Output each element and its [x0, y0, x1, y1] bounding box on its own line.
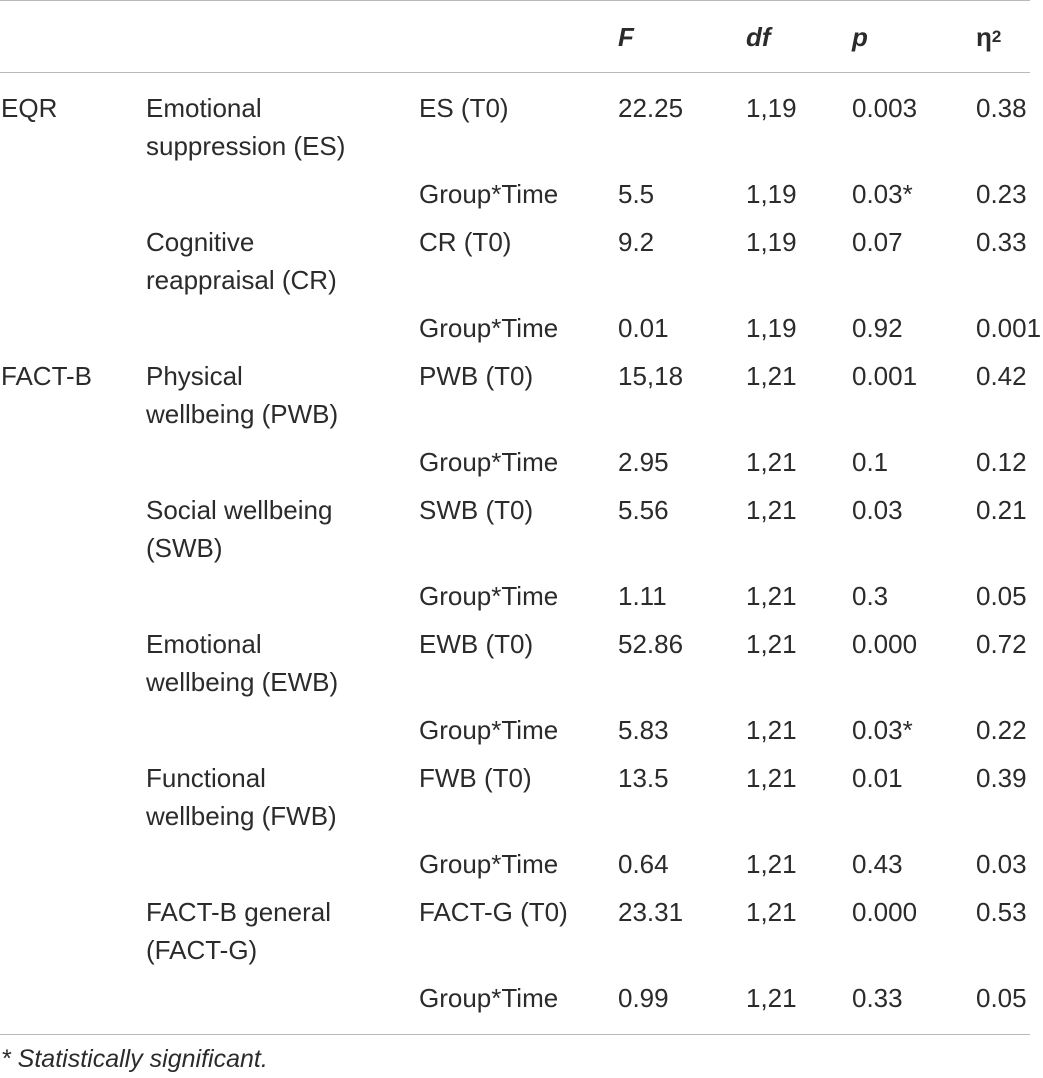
effect-label: Group*Time	[419, 849, 559, 879]
header-f: F	[618, 22, 634, 52]
f-value: 5.83	[618, 715, 669, 745]
eta-value: 0.39	[976, 763, 1027, 793]
eta-value: 0.22	[976, 715, 1027, 745]
p-value: 0.01	[852, 763, 903, 793]
eta-value: 0.03	[976, 849, 1027, 879]
f-value: 0.01	[618, 313, 669, 343]
eta-value: 0.53	[976, 897, 1027, 927]
scale-label-line: (FACT-G)	[146, 935, 258, 965]
scale-label-line: FACT-B general	[146, 897, 331, 927]
scale-label-line: Emotional	[146, 629, 262, 659]
df-value: 1,21	[746, 629, 797, 659]
scale-label	[146, 893, 331, 969]
effect-label: Group*Time	[419, 313, 559, 343]
f-value: 0.99	[618, 983, 669, 1013]
f-value: 5.5	[618, 179, 655, 209]
effect-label: Group*Time	[419, 447, 559, 477]
effect-label: EWB (T0)	[419, 629, 534, 659]
scale-label-line: Physical	[146, 361, 243, 391]
scale-label-line: (SWB)	[146, 533, 223, 563]
df-value: 1,19	[746, 227, 797, 257]
footnote: * Statistically significant.	[1, 1045, 268, 1073]
header-p: p	[852, 22, 868, 52]
p-value: 0.92	[852, 313, 903, 343]
effect-label: Group*Time	[419, 715, 559, 745]
df-value: 1,19	[746, 93, 797, 123]
eta-value: 0.38	[976, 93, 1027, 123]
effect-label: FACT-G (T0)	[419, 897, 568, 927]
eta-value: 0.42	[976, 361, 1027, 391]
eta-value: 0.05	[976, 983, 1027, 1013]
df-value: 1,21	[746, 763, 797, 793]
p-value: 0.001	[852, 361, 918, 391]
scale-label-line: Emotional	[146, 93, 262, 123]
scale-label	[146, 89, 345, 165]
f-value: 2.95	[618, 447, 669, 477]
eta-value: 0.21	[976, 495, 1027, 525]
header-rule	[0, 72, 1030, 73]
p-value: 0.03	[852, 495, 903, 525]
df-value: 1,19	[746, 179, 797, 209]
scale-label	[146, 625, 338, 701]
scale-label-line: wellbeing (PWB)	[146, 399, 339, 429]
scale-label	[146, 357, 338, 433]
effect-label: Group*Time	[419, 581, 559, 611]
eta-value: 0.23	[976, 179, 1027, 209]
effect-label: ES (T0)	[419, 93, 509, 123]
effect-label: Group*Time	[419, 179, 559, 209]
header-df: df	[746, 22, 771, 52]
df-value: 1,21	[746, 361, 797, 391]
scale-label-line: wellbeing (EWB)	[146, 667, 339, 697]
effect-label: Group*Time	[419, 983, 559, 1013]
eta-value: 0.72	[976, 629, 1027, 659]
eta-value: 0.001	[976, 313, 1042, 343]
scale-label	[146, 759, 337, 835]
p-value: 0.03*	[852, 715, 913, 745]
scale-label-line: Functional	[146, 763, 266, 793]
table-top-rule	[0, 0, 1030, 1]
f-value: 15,18	[618, 361, 684, 391]
effect-label: PWB (T0)	[419, 361, 534, 391]
f-value: 9.2	[618, 227, 655, 257]
df-value: 1,21	[746, 715, 797, 745]
df-value: 1,19	[746, 313, 797, 343]
df-value: 1,21	[746, 983, 797, 1013]
effect-label: CR (T0)	[419, 227, 512, 257]
p-value: 0.000	[852, 629, 918, 659]
p-value: 0.03*	[852, 179, 913, 209]
scale-label-line: Cognitive	[146, 227, 255, 257]
scale-label-line: reappraisal (CR)	[146, 265, 337, 295]
p-value: 0.43	[852, 849, 903, 879]
p-value: 0.3	[852, 581, 889, 611]
measure-label: EQR	[1, 93, 58, 123]
p-value: 0.000	[852, 897, 918, 927]
scale-label-line: suppression (ES)	[146, 131, 346, 161]
scale-label	[146, 491, 332, 567]
eta-value: 0.05	[976, 581, 1027, 611]
f-value: 5.56	[618, 495, 669, 525]
p-value: 0.07	[852, 227, 903, 257]
effect-label: FWB (T0)	[419, 763, 532, 793]
df-value: 1,21	[746, 849, 797, 879]
f-value: 23.31	[618, 897, 684, 927]
f-value: 52.86	[618, 629, 684, 659]
df-value: 1,21	[746, 495, 797, 525]
p-value: 0.003	[852, 93, 918, 123]
scale-label-line: Social wellbeing	[146, 495, 333, 525]
f-value: 1.11	[618, 581, 667, 611]
eta-value: 0.33	[976, 227, 1027, 257]
p-value: 0.1	[852, 447, 889, 477]
scale-label-line: wellbeing (FWB)	[146, 801, 337, 831]
df-value: 1,21	[746, 581, 797, 611]
header-eta-squared: $\eta^2$	[976, 22, 1002, 52]
scale-label	[146, 223, 337, 299]
f-value: 22.25	[618, 93, 684, 123]
eta-value: 0.12	[976, 447, 1027, 477]
table-bottom-rule	[0, 1034, 1030, 1035]
df-value: 1,21	[746, 447, 797, 477]
p-value: 0.33	[852, 983, 903, 1013]
f-value: 0.64	[618, 849, 669, 879]
f-value: 13.5	[618, 763, 669, 793]
measure-label: FACT-B	[1, 361, 93, 391]
df-value: 1,21	[746, 897, 797, 927]
effect-label: SWB (T0)	[419, 495, 534, 525]
